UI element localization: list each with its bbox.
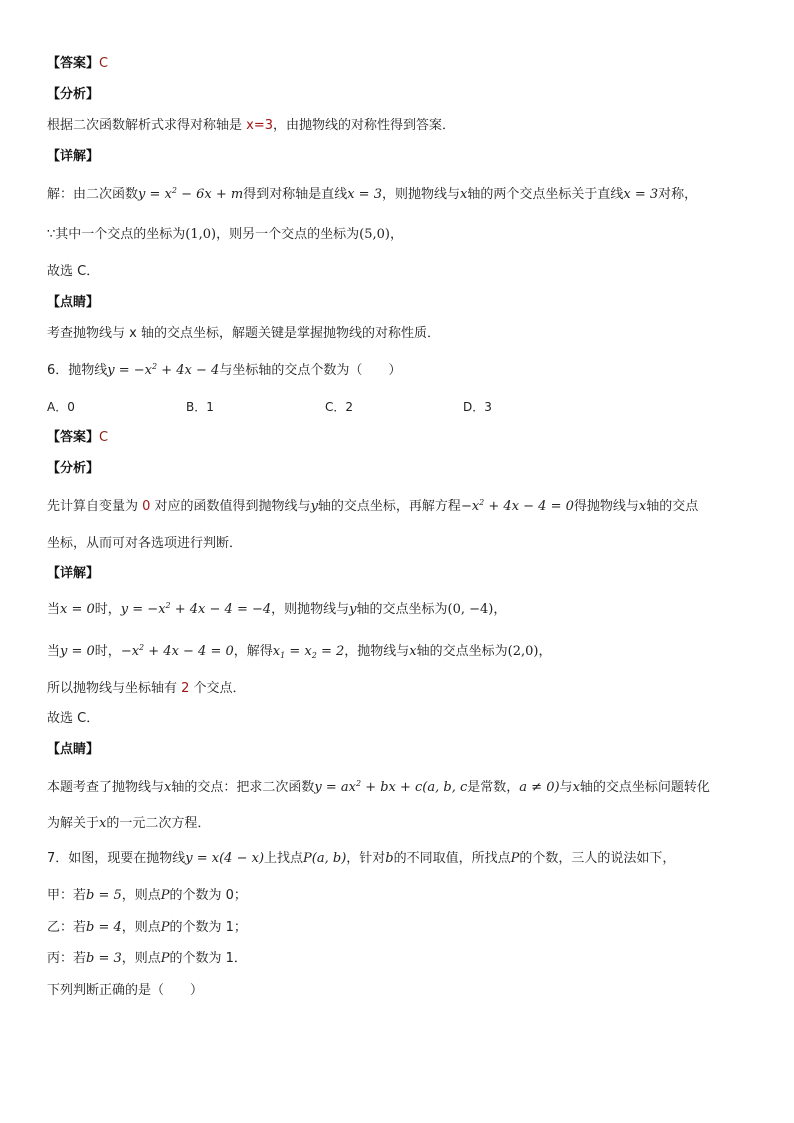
comment-tag-5: 【点睛】 bbox=[47, 295, 100, 310]
formula: $y = -x^2 + 4x - 4 = -4$ bbox=[120, 601, 272, 617]
analysis-line-6-1: 先计算自变量为 0 对应的函数值得到抛物线与y轴的交点坐标，再解方程$-x^2 + 4x - 4 = 0$得抛物线与x轴的交点 bbox=[47, 498, 699, 514]
judge-line: 下列判断正确的是（ ） bbox=[47, 983, 204, 998]
comment-line-6-2: 为解关于x的一元二次方程． bbox=[47, 816, 211, 831]
choose-line-6: 故选 C． bbox=[47, 711, 100, 726]
statement-bing: 丙：若b = 3，则点P的个数为 1． bbox=[47, 951, 247, 966]
detail-tag-5: 【详解】 bbox=[47, 149, 100, 164]
analysis-tag-5: 【分析】 bbox=[47, 87, 100, 102]
statement-yi: 乙：若b = 4，则点P的个数为 1； bbox=[47, 920, 247, 935]
detail-line-5-1: 解：由二次函数$y = x^2 - 6x + m$得到对称轴是直线x = 3，则抛物线与x轴的两个交点坐标关于直线x = 3对称， bbox=[47, 186, 698, 202]
choose-line-5: 故选 C． bbox=[47, 264, 100, 279]
detail-line-6-2: 当y = 0时，$-x^2 + 4x - 4 = 0$，解得$x_1 = x_2 = 2$，抛物线与x轴的交点坐标为(2,0)， bbox=[47, 643, 552, 660]
detail-line-5-2: ∵其中一个交点的坐标为(1,0)，则另一个交点的坐标为(5,0)， bbox=[47, 227, 403, 242]
comment-line-6-1: 本题考查了抛物线与x轴的交点：把求二次函数$y = ax^2$ + bx + c(a, b, c是常数，a ≠ 0)与x轴的交点坐标问题转化 bbox=[47, 779, 710, 795]
detail-tag-6: 【详解】 bbox=[47, 566, 100, 581]
formula: $-x^2 + 4x - 4 = 0$ bbox=[120, 643, 234, 659]
question-7-stem: 7．如图，现要在抛物线y = x(4 − x)上找点P(a, b)，针对b的不同取值，所找点P的个数，三人的说法如下， bbox=[47, 851, 676, 866]
analysis-line-6-2: 坐标，从而可对各选项进行判断． bbox=[47, 536, 243, 551]
option-a: A．0 bbox=[47, 400, 75, 414]
formula: $-x^2 + 4x - 4 = 0$ bbox=[460, 498, 574, 514]
statement-jia: 甲：若b = 5，则点P的个数为 0； bbox=[47, 888, 247, 903]
formula: $y = x^2 - 6x + m$ bbox=[138, 186, 244, 202]
comment-tag-6: 【点睛】 bbox=[47, 742, 100, 757]
comment-text-5: 考查抛物线与 x 轴的交点坐标，解题关键是掌握抛物线的对称性质． bbox=[47, 326, 440, 341]
formula: $y = ax^2$ + bx + c(a, b, c bbox=[314, 779, 468, 795]
answer-line-5 bbox=[47, 55, 108, 73]
answer-value: C bbox=[99, 56, 109, 71]
formula: x = 3 bbox=[623, 187, 659, 202]
detail-line-6-3: 所以抛物线与坐标轴有 2 个交点． bbox=[47, 681, 246, 696]
answer-tag: 【答案】 bbox=[47, 56, 100, 71]
option-b: B．1 bbox=[186, 400, 214, 414]
answer-line-6: 【答案】C bbox=[47, 430, 109, 445]
detail-line-6-1: 当x = 0时，$y = -x^2 + 4x - 4 = -4$，则抛物线与y轴的交点坐标为(0, −4)， bbox=[47, 601, 507, 617]
formula: x = 3 bbox=[347, 187, 382, 202]
formula: $y = -x^2 + 4x - 4$ bbox=[107, 362, 220, 378]
analysis-tag-6: 【分析】 bbox=[47, 461, 100, 476]
analysis-text-5: 根据二次函数解析式求得对称轴是 x=3，由抛物线的对称性得到答案． bbox=[47, 118, 456, 133]
option-d: D．3 bbox=[463, 400, 492, 414]
question-6-stem: 6．抛物线$y = -x^2 + 4x - 4$与坐标轴的交点个数为（ ） bbox=[47, 362, 402, 378]
formula: y = x(4 − x) bbox=[185, 851, 265, 866]
option-c: C．2 bbox=[325, 400, 354, 414]
formula: $x_1 = x_2 = 2$ bbox=[272, 644, 345, 660]
